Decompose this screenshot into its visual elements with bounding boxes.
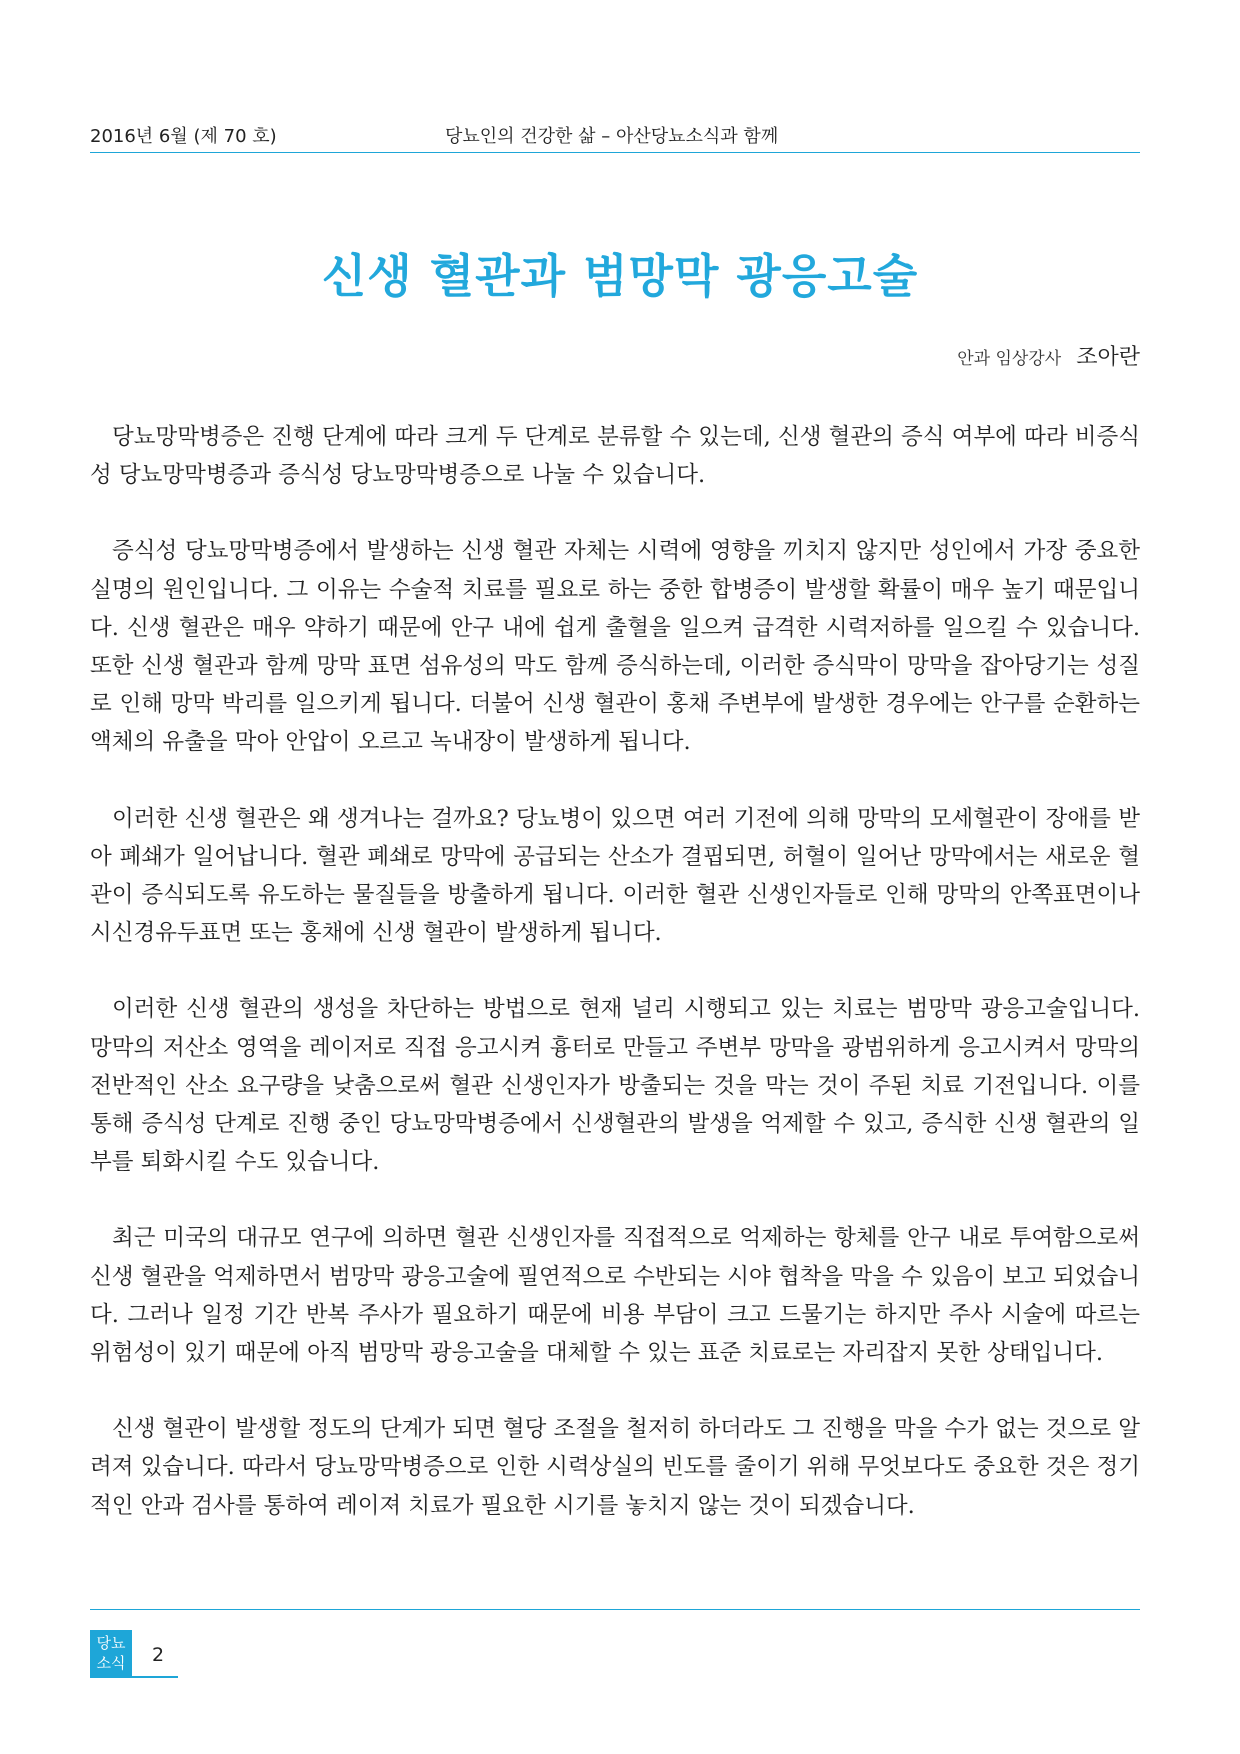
paragraph: 이러한 신생 혈관의 생성을 차단하는 방법으로 현재 널리 시행되고 있는 치료는 범망막 광응고술입니다. 망막의 저산소 영역을 레이저로 직접 응고시켜 흉터로 만들고 주변부 망막을 광범위하게 응고시켜서 망막의 전반적인 산소 요구량을 낮춤으로써 혈관 신생인자가 방출되는 것을 막는 것이 주된 치료 기전입니다. 이를 통해 증식성 단계로 진행 중인 당뇨망막병증에서 신생혈관의 발생을 억제할 수 있고, 증식한 신생 혈관의 일부를 퇴화시킬 수도 있습니다. xyxy=(90,996,1140,1176)
paragraph: 당뇨망막병증은 진행 단계에 따라 크게 두 단계로 분류할 수 있는데, 신생 혈관의 증식 여부에 따라 비증식성 당뇨망막병증과 증식성 당뇨망막병증으로 나눌 수 있습니다. xyxy=(90,424,1140,489)
author-name: 조아란 xyxy=(1076,345,1140,370)
byline xyxy=(957,340,1140,371)
article-body xyxy=(90,418,1140,1563)
paragraph: 이러한 신생 혈관은 왜 생겨나는 걸까요? 당뇨병이 있으면 여러 기전에 의해 망막의 모세혈관이 장애를 받아 폐쇄가 일어납니다. 혈관 폐쇄로 망막에 공급되는 산소가 결핍되면, 허혈이 일어난 망막에서는 새로운 혈관이 증식되도록 유도하는 물질들을 방출하게 됩니다. 이러한 혈관 신생인자들로 인해 망막의 안쪽표면이나 시신경유두표면 또는 홍채에 신생 혈관이 발생하게 됩니다. xyxy=(90,805,1140,947)
author-department: 안과 임상강사 xyxy=(957,349,1062,369)
footer-divider xyxy=(90,1609,1140,1610)
badge-line: 소식 xyxy=(96,1654,126,1672)
footer-underline xyxy=(90,1676,178,1678)
article-title: 신생 혈관과 범망막 광응고술 xyxy=(321,249,919,303)
issue-info: 2016년 6월 (제 70 호) xyxy=(90,126,277,147)
publication-badge xyxy=(90,1630,132,1676)
paragraph: 신생 혈관이 발생할 정도의 단계가 되면 혈당 조절을 철저히 하더라도 그 진행을 막을 수가 없는 것으로 알려져 있습니다. 따라서 당뇨망막병증으로 인한 시력상실의 빈도를 줄이기 위해 무엇보다도 중요한 것은 정기적인 안과 검사를 통하여 레이져 치료가 필요한 시기를 놓치지 않는 것이 되겠습니다. xyxy=(90,1416,1140,1519)
paragraph: 최근 미국의 대규모 연구에 의하면 혈관 신생인자를 직접적으로 억제하는 항체를 안구 내로 투여함으로써 신생 혈관을 억제하면서 범망막 광응고술에 필연적으로 수반되는 시야 협착을 막을 수 있음이 보고 되었습니다. 그러나 일정 기간 반복 주사가 필요하기 때문에 비용 부담이 크고 드물기는 하지만 주사 시술에 따르는 위험성이 있기 때문에 아직 범망막 광응고술을 대체할 수 있는 표준 치료로는 자리잡지 못한 상태입니다. xyxy=(90,1225,1140,1367)
page-header xyxy=(90,122,1140,153)
badge-line: 당뇨 xyxy=(96,1634,126,1652)
page-number: 2 xyxy=(152,1644,165,1666)
running-title: 당뇨인의 건강한 삶 – 아산당뇨소식과 함께 xyxy=(445,126,779,147)
paragraph: 증식성 당뇨망막병증에서 발생하는 신생 혈관 자체는 시력에 영향을 끼치지 않지만 성인에서 가장 중요한 실명의 원인입니다. 그 이유는 수술적 치료를 필요로 하는 중한 합병증이 발생할 확률이 매우 높기 때문입니다. 신생 혈관은 매우 약하기 때문에 안구 내에 쉽게 출혈을 일으켜 급격한 시력저하를 일으킬 수 있습니다. 또한 신생 혈관과 함께 망막 표면 섬유성의 막도 함께 증식하는데, 이러한 증식막이 망막을 잡아당기는 성질로 인해 망막 박리를 일으키게 됩니다. 더불어 신생 혈관이 홍채 주변부에 발생한 경우에는 안구를 순환하는 액체의 유출을 막아 안압이 오르고 녹내장이 발생하게 됩니다. xyxy=(90,538,1140,756)
